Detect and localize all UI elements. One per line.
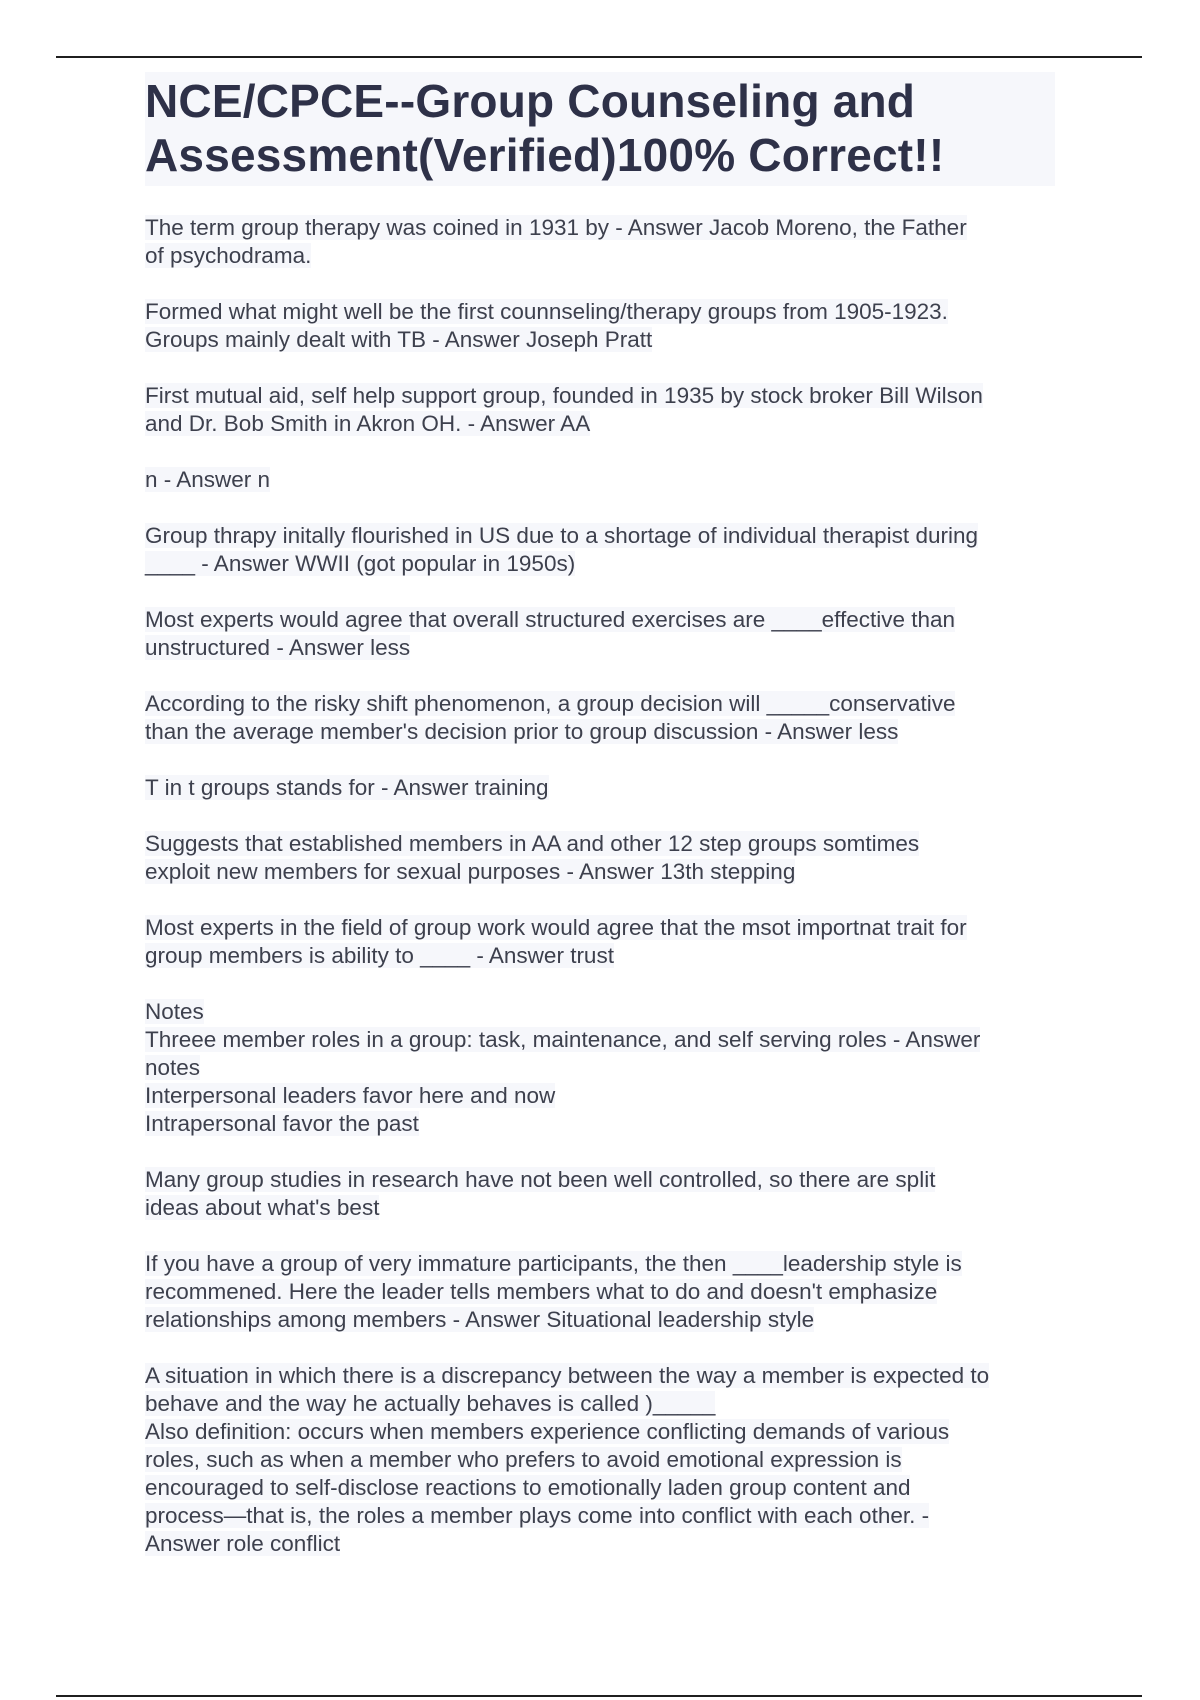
flashcard-entry xyxy=(145,914,1055,970)
flashcard-entry xyxy=(145,690,1055,746)
entry-text-line: Most experts would agree that overall structured exercises are ____effective than xyxy=(145,607,956,632)
flashcard-entry xyxy=(145,1362,1055,1558)
flashcard-entry xyxy=(145,606,1055,662)
top-rule xyxy=(56,56,1142,58)
entry-text-line: roles, such as when a member who prefers to avoid emotional expression is xyxy=(145,1447,902,1472)
entry-text-line: ideas about what's best xyxy=(145,1195,380,1220)
flashcard-entry xyxy=(145,774,1055,802)
entry-text-line: Groups mainly dealt with TB - Answer Joseph Pratt xyxy=(145,327,653,352)
flashcard-entry xyxy=(145,522,1055,578)
entry-text-line: of psychodrama. xyxy=(145,243,312,268)
flashcard-entry xyxy=(145,298,1055,354)
entry-text-line: ____ - Answer WWII (got popular in 1950s) xyxy=(145,551,576,576)
entry-text-line: Also definition: occurs when members experience conflicting demands of various xyxy=(145,1419,950,1444)
entry-text-line: exploit new members for sexual purposes - Answer 13th stepping xyxy=(145,859,796,884)
title-line: NCE/CPCE--Group Counseling and xyxy=(145,75,916,127)
entry-text-line: recommened. Here the leader tells members what to do and doesn't emphasize xyxy=(145,1279,938,1304)
entry-text-line: The term group therapy was coined in 1931 by - Answer Jacob Moreno, the Father xyxy=(145,215,967,240)
entry-text-line: relationships among members - Answer Situational leadership style xyxy=(145,1307,815,1332)
entry-text-line: notes xyxy=(145,1055,201,1080)
flashcard-entry xyxy=(145,1166,1055,1222)
flashcard-entry xyxy=(145,466,1055,494)
entry-text-line: A situation in which there is a discrepancy between the way a member is expected to xyxy=(145,1363,990,1388)
entry-text-line: process—that is, the roles a member plays come into conflict with each other. - xyxy=(145,1503,930,1528)
entry-text-line: If you have a group of very immature participants, the then ____leadership style is xyxy=(145,1251,962,1276)
entry-text-line: First mutual aid, self help support group, founded in 1935 by stock broker Bill Wilson xyxy=(145,383,983,408)
entry-text-line: Formed what might well be the first counnseling/therapy groups from 1905-1923. xyxy=(145,299,948,324)
entry-text-line: Intrapersonal favor the past xyxy=(145,1111,419,1136)
entry-text-line: Threee member roles in a group: task, maintenance, and self serving roles - Answer xyxy=(145,1027,981,1052)
flashcard-entry xyxy=(145,998,1055,1138)
title-block xyxy=(145,72,1055,186)
bottom-rule xyxy=(56,1695,1142,1697)
flashcard-entry xyxy=(145,830,1055,886)
document-body xyxy=(145,72,1055,1586)
entry-text-line: Many group studies in research have not been well controlled, so there are split xyxy=(145,1167,936,1192)
entry-text-line: Notes xyxy=(145,999,204,1024)
entry-text-line: Interpersonal leaders favor here and now xyxy=(145,1083,556,1108)
entry-text-line: than the average member's decision prior to group discussion - Answer less xyxy=(145,719,899,744)
entry-text-line: and Dr. Bob Smith in Akron OH. - Answer AA xyxy=(145,411,591,436)
entry-text-line: Group thrapy initally flourished in US due to a shortage of individual therapist during xyxy=(145,523,978,548)
entry-text-line: T in t groups stands for - Answer training xyxy=(145,775,549,800)
entry-text-line: According to the risky shift phenomenon, a group decision will _____conservative xyxy=(145,691,956,716)
entry-text-line: behave and the way he actually behaves is called )_____ xyxy=(145,1391,716,1416)
entry-text-line: Most experts in the field of group work would agree that the msot importnat trait for xyxy=(145,915,967,940)
entry-text-line: Suggests that established members in AA and other 12 step groups somtimes xyxy=(145,831,920,856)
flashcard-list xyxy=(145,214,1055,1558)
entry-text-line: group members is ability to ____ - Answer trust xyxy=(145,943,614,968)
entry-text-line: unstructured - Answer less xyxy=(145,635,411,660)
flashcard-entry xyxy=(145,382,1055,438)
title-line: Assessment(Verified)100% Correct!! xyxy=(145,129,945,181)
entry-text-line: Answer role conflict xyxy=(145,1531,341,1556)
page-title xyxy=(145,74,1051,182)
flashcard-entry xyxy=(145,1250,1055,1334)
flashcard-entry xyxy=(145,214,1055,270)
entry-text-line: n - Answer n xyxy=(145,467,271,492)
entry-text-line: encouraged to self-disclose reactions to emotionally laden group content and xyxy=(145,1475,911,1500)
